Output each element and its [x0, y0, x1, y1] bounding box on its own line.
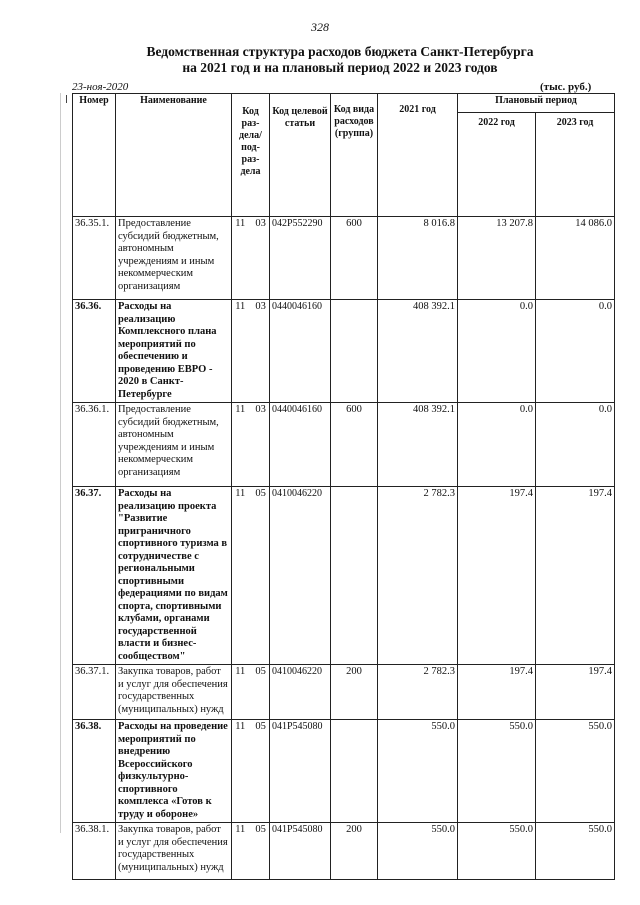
document-title — [60, 44, 620, 76]
row-amount-2023: 197.4 — [536, 487, 615, 665]
row-amount-2021: 2 782.3 — [378, 665, 458, 720]
row-amount-2023: 197.4 — [536, 665, 615, 720]
row-section-code — [232, 217, 270, 300]
table-row — [73, 300, 615, 403]
row-target-code: 041P545080 — [270, 823, 331, 880]
row-section-code — [232, 720, 270, 823]
row-subsection: 05 — [255, 666, 266, 677]
row-amount-2023: 14 086.0 — [536, 217, 615, 300]
row-amount-2022: 197.4 — [458, 665, 536, 720]
row-amount-2023: 550.0 — [536, 720, 615, 823]
row-section: 11 — [235, 404, 246, 415]
row-number: 36.37. — [73, 487, 116, 665]
units-label: (тыс. руб.) — [540, 81, 592, 93]
row-expense-type: 600 — [331, 403, 378, 487]
row-amount-2021: 550.0 — [378, 720, 458, 823]
row-target-code: 041P545080 — [270, 720, 331, 823]
row-amount-2022: 197.4 — [458, 487, 536, 665]
row-subsection: 03 — [255, 301, 266, 312]
table-row — [73, 720, 615, 823]
row-number: 36.36. — [73, 300, 116, 403]
header-section-code: Код раз-дела/ под-раз-дела — [232, 94, 270, 217]
row-name: Закупка товаров, работ и услуг для обеспечения государственных (муниципальных) нужд — [116, 823, 232, 880]
row-name: Расходы на реализацию проекта "Развитие приграничного спортивного туризма в сотрудничестве с региональными спортивными федерациями по видам спорта, спортивными клубами, органами государственной власти и бизнес-сообществом" — [116, 487, 232, 665]
row-section: 11 — [235, 666, 246, 677]
row-section-code — [232, 300, 270, 403]
header-number: Номер — [73, 94, 116, 217]
row-expense-type — [331, 300, 378, 403]
row-amount-2022: 550.0 — [458, 823, 536, 880]
row-name: Закупка товаров, работ и услуг для обеспечения государственных (муниципальных) нужд — [116, 665, 232, 720]
row-expense-type — [331, 720, 378, 823]
row-amount-2021: 408 392.1 — [378, 403, 458, 487]
row-expense-type: 200 — [331, 665, 378, 720]
page-number: 328 — [311, 20, 329, 34]
scan-mark — [66, 95, 67, 103]
row-subsection: 05 — [255, 824, 266, 835]
row-expense-type: 600 — [331, 217, 378, 300]
row-name: Расходы на проведение мероприятий по внедрению Всероссийского физкультурно-спортивного комплекса «Готов к труду и обороне» — [116, 720, 232, 823]
table-body — [73, 217, 615, 880]
row-amount-2021: 550.0 — [378, 823, 458, 880]
row-target-code: 042P552290 — [270, 217, 331, 300]
row-target-code: 0410046220 — [270, 487, 331, 665]
table-header — [73, 94, 615, 217]
row-amount-2022: 550.0 — [458, 720, 536, 823]
budget-table — [72, 93, 615, 880]
header-target-code: Код целевой статьи — [270, 94, 331, 217]
row-section-code — [232, 823, 270, 880]
row-expense-type — [331, 487, 378, 665]
title-line-2: на 2021 год и на плановый период 2022 и 2023 годов — [182, 60, 498, 75]
row-section-code — [232, 487, 270, 665]
row-section-code — [232, 403, 270, 487]
row-amount-2021: 8 016.8 — [378, 217, 458, 300]
table-row — [73, 403, 615, 487]
row-section: 11 — [235, 488, 246, 499]
row-name: Расходы на реализацию Комплексного плана мероприятий по обеспечению и проведению ЕВРО - 2020 в Санкт-Петербурге — [116, 300, 232, 403]
header-year-2023: 2023 год — [536, 112, 615, 216]
row-target-code: 0440046160 — [270, 300, 331, 403]
row-amount-2022: 0.0 — [458, 403, 536, 487]
row-amount-2021: 408 392.1 — [378, 300, 458, 403]
header-planned-period: Плановый период — [458, 94, 615, 113]
row-section: 11 — [235, 824, 246, 835]
header-year-2022: 2022 год — [458, 112, 536, 216]
row-name: Предоставление субсидий бюджетным, автономным учреждениям и иным некоммерческим организациям — [116, 403, 232, 487]
row-amount-2022: 13 207.8 — [458, 217, 536, 300]
row-section: 11 — [235, 301, 246, 312]
row-number: 36.36.1. — [73, 403, 116, 487]
row-amount-2023: 550.0 — [536, 823, 615, 880]
header-year-2021: 2021 год — [378, 94, 458, 217]
row-amount-2022: 0.0 — [458, 300, 536, 403]
table-row — [73, 217, 615, 300]
row-section-code — [232, 665, 270, 720]
title-line-1: Ведомственная структура расходов бюджета Санкт-Петербурга — [146, 44, 534, 59]
header-expense-type-code: Код вида расходов (группа) — [331, 94, 378, 217]
row-subsection: 05 — [255, 488, 266, 499]
table-row — [73, 823, 615, 880]
table-row — [73, 487, 615, 665]
table-row — [73, 665, 615, 720]
scan-edge-line — [60, 93, 61, 833]
row-subsection: 05 — [255, 721, 266, 732]
row-amount-2021: 2 782.3 — [378, 487, 458, 665]
row-number: 36.38. — [73, 720, 116, 823]
row-subsection: 03 — [255, 404, 266, 415]
row-subsection: 03 — [255, 218, 266, 229]
header-name: Наименование — [116, 94, 232, 217]
row-amount-2023: 0.0 — [536, 403, 615, 487]
row-target-code: 0410046220 — [270, 665, 331, 720]
row-number: 36.35.1. — [73, 217, 116, 300]
row-target-code: 0440046160 — [270, 403, 331, 487]
row-number: 36.37.1. — [73, 665, 116, 720]
row-amount-2023: 0.0 — [536, 300, 615, 403]
row-expense-type: 200 — [331, 823, 378, 880]
row-number: 36.38.1. — [73, 823, 116, 880]
row-section: 11 — [235, 721, 246, 732]
row-name: Предоставление субсидий бюджетным, автономным учреждениям и иным некоммерческим организациям — [116, 217, 232, 300]
row-section: 11 — [235, 218, 246, 229]
document-date: 23-ноя-2020 — [72, 81, 129, 93]
